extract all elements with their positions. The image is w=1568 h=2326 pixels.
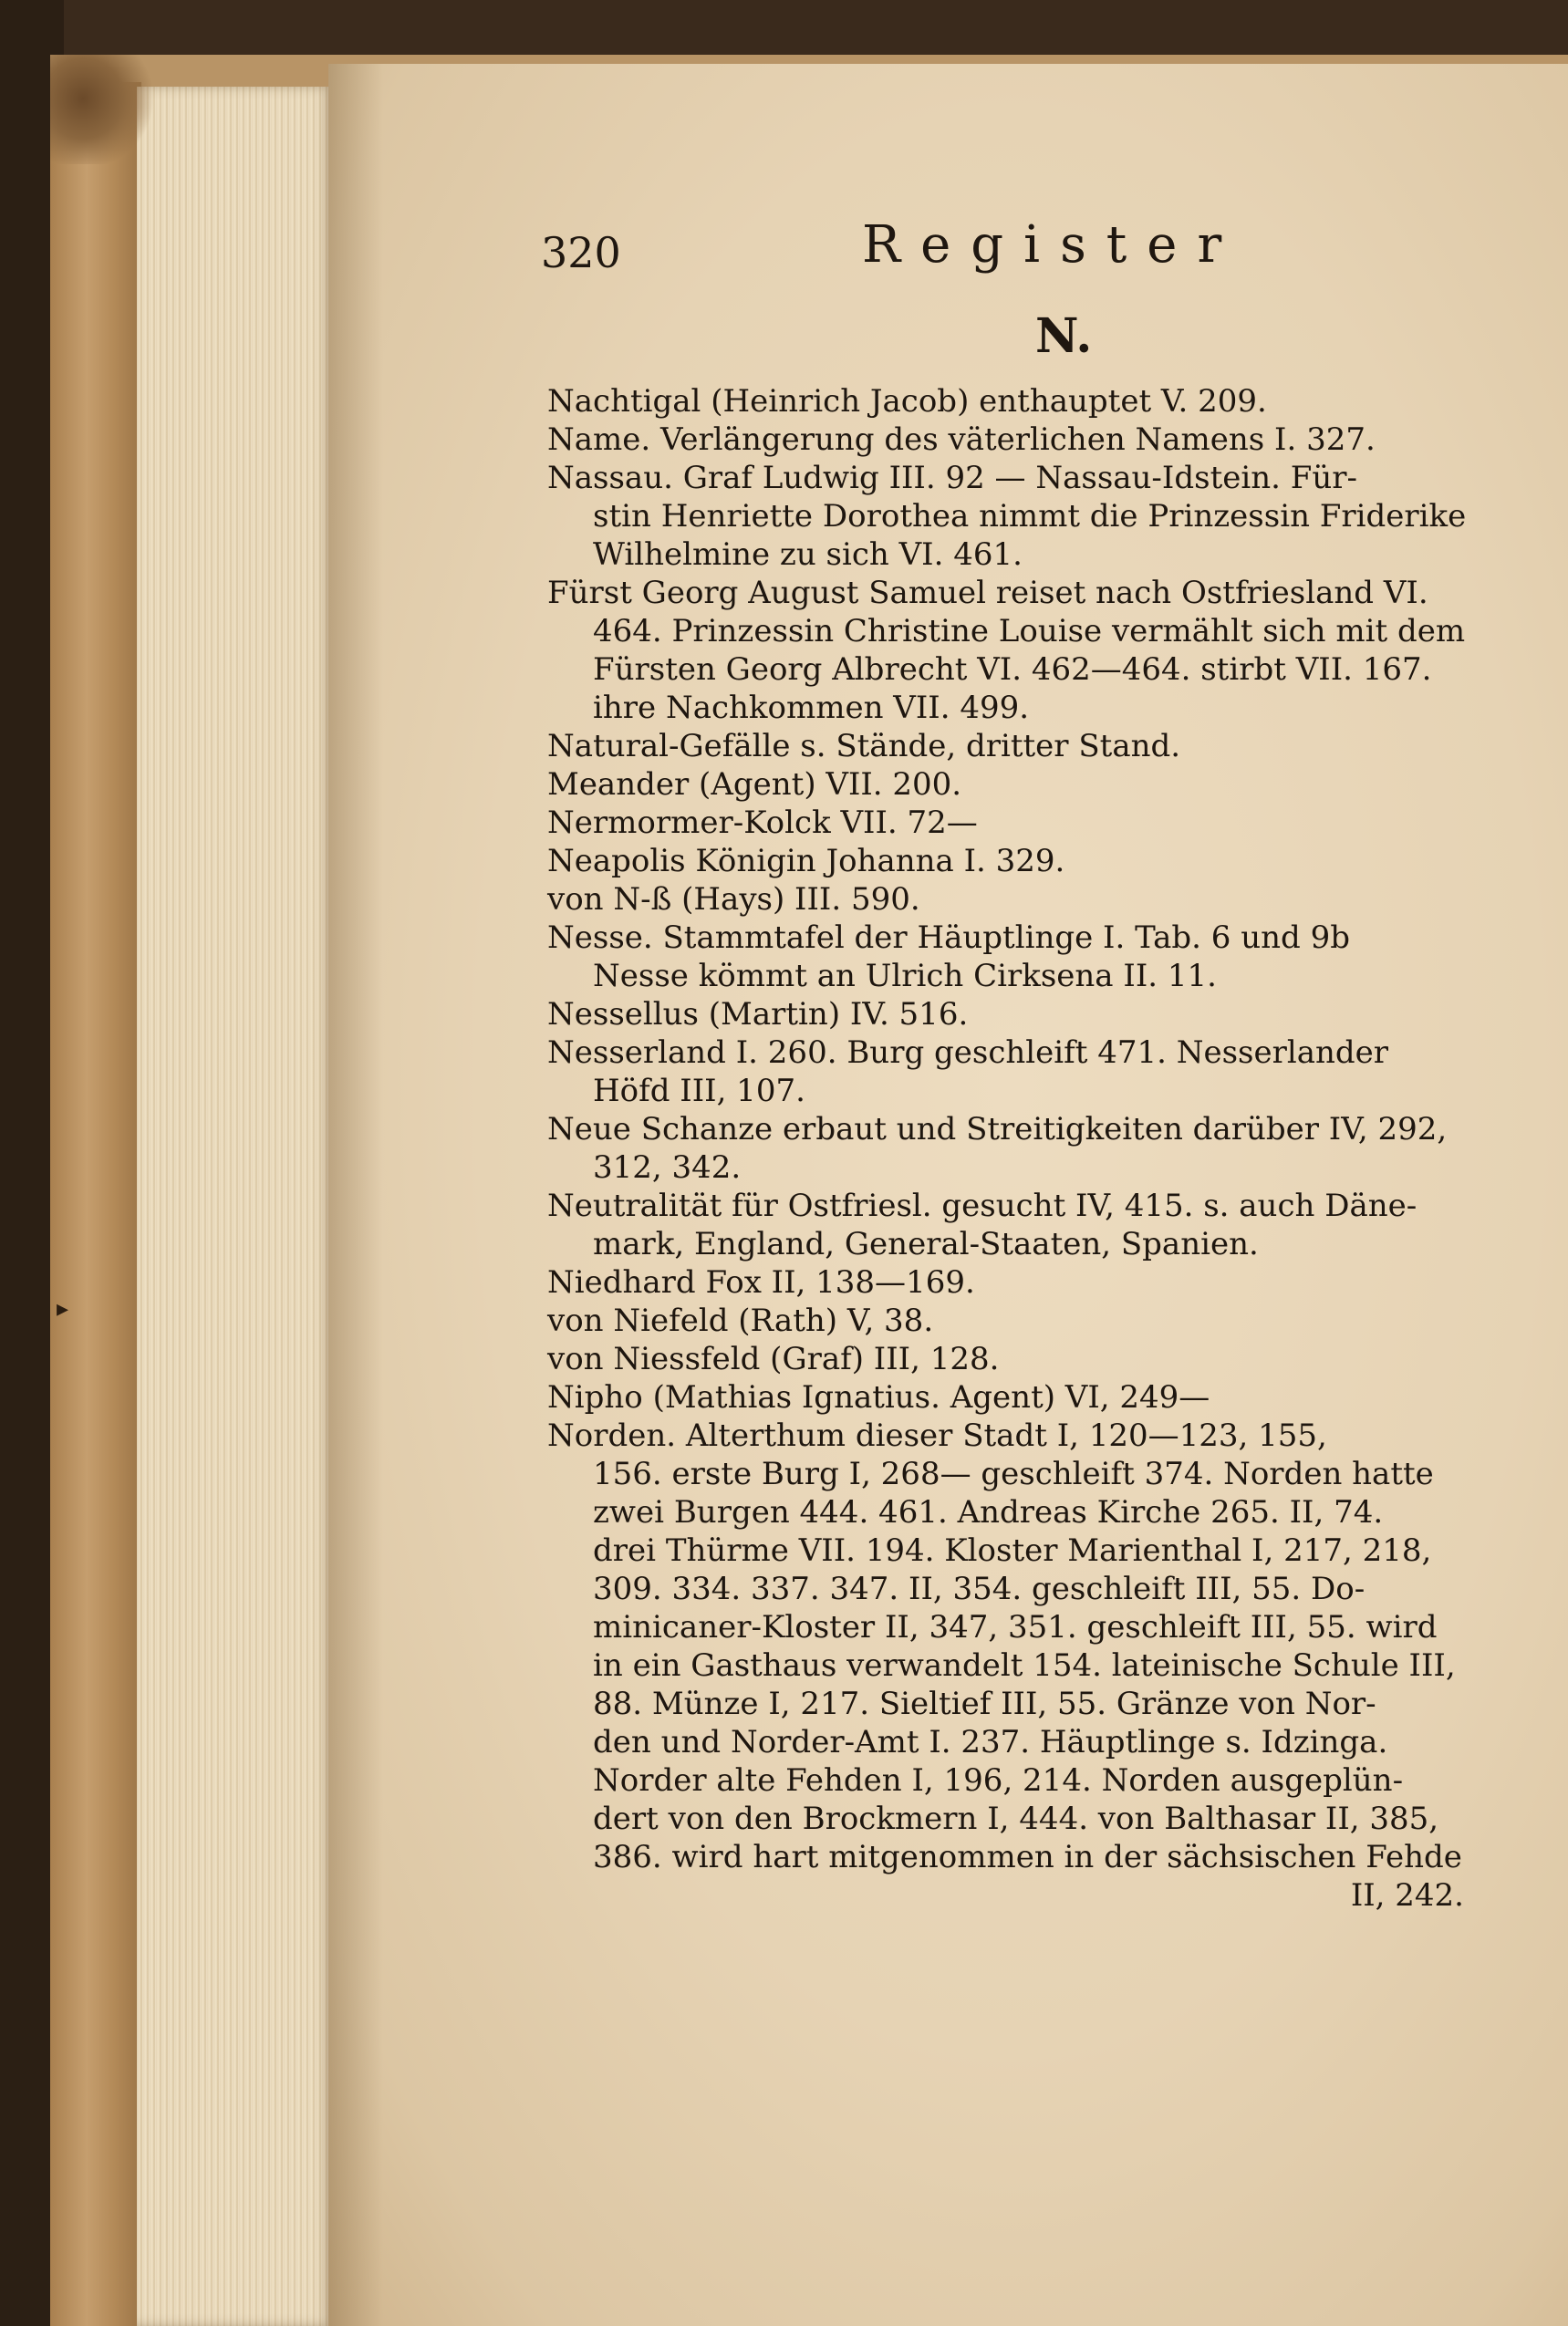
- entry-line: Name. Verlängerung des väterlichen Namens I. 327.: [547, 421, 1376, 458]
- entry-line: II, 242.: [1350, 1877, 1464, 1914]
- entry-line: ihre Nachkommen VII. 499.: [593, 690, 1030, 726]
- entry-line: mark, England, General-Staaten, Spanien.: [593, 1226, 1259, 1262]
- entry-line: Neue Schanze erbaut und Streitigkeiten darüber IV, 292,: [547, 1111, 1448, 1147]
- entry-line: Nachtigal (Heinrich Jacob) enthauptet V. 209.: [547, 383, 1267, 420]
- entry-line: Meander (Agent) VII. 200.: [547, 766, 962, 803]
- entry-line: den und Norder-Amt I. 237. Häuptlinge s. Idzinga.: [593, 1724, 1388, 1760]
- margin-mark-icon: ▸: [57, 1295, 69, 1323]
- entry-line: 309. 334. 337. 347. II, 354. geschleift III, 55. Do-: [593, 1571, 1366, 1607]
- entry-line: 88. Münze I, 217. Sieltief III, 55. Gränze von Nor-: [593, 1686, 1376, 1722]
- entry-line: Nipho (Mathias Ignatius. Agent) VI, 249—: [547, 1379, 1210, 1416]
- entry-line: Neapolis Königin Johanna I. 329.: [547, 843, 1065, 879]
- entry-line: Fürst Georg August Samuel reiset nach Ostfriesland VI.: [547, 575, 1428, 611]
- entry-line: Nesserland I. 260. Burg geschleift 471. Nesserlander: [547, 1034, 1389, 1071]
- page-number: 320: [541, 228, 621, 277]
- entry-line: Nesse. Stammtafel der Häuptlinge I. Tab. 6 und 9b: [547, 919, 1350, 956]
- entry-line: von N-ß (Hays) III. 590.: [547, 881, 920, 918]
- entry-line: minicaner-Kloster II, 347, 351. geschleift III, 55. wird: [593, 1609, 1438, 1646]
- entry-line: von Niefeld (Rath) V, 38.: [547, 1303, 934, 1339]
- entry-line: zwei Burgen 444. 461. Andreas Kirche 265. II, 74.: [593, 1494, 1384, 1531]
- entry-line: 464. Prinzessin Christine Louise vermählt sich mit dem: [593, 613, 1466, 649]
- entry-line: in ein Gasthaus verwandelt 154. lateinische Schule III,: [593, 1647, 1456, 1684]
- entry-line: 156. erste Burg I, 268— geschleift 374. Norden hatte: [593, 1456, 1434, 1492]
- entry-line: stin Henriette Dorothea nimmt die Prinzessin Friderike: [593, 498, 1467, 535]
- entry-line: Neutralität für Ostfriesl. gesucht IV, 415. s. auch Däne-: [547, 1188, 1417, 1224]
- page-edges: [137, 87, 333, 2326]
- entry-line: Niedhard Fox II, 138—169.: [547, 1264, 975, 1301]
- entry-line: Fürsten Georg Albrecht VI. 462—464. stirbt VII. 167.: [593, 651, 1432, 688]
- section-letter: N.: [1035, 308, 1093, 364]
- entry-line: Nassau. Graf Ludwig III. 92 — Nassau-Idstein. Für-: [547, 460, 1357, 496]
- entry-line: Nesse kömmt an Ulrich Cirksena II. 11.: [593, 958, 1217, 994]
- entry-line: 386. wird hart mitgenommen in der sächsischen Fehde: [593, 1839, 1462, 1875]
- running-title: Register: [862, 215, 1242, 275]
- entry-line: 312, 342.: [593, 1149, 742, 1186]
- entry-line: Nermormer-Kolck VII. 72—: [547, 805, 978, 841]
- entry-line: drei Thürme VII. 194. Kloster Marienthal I, 217, 218,: [593, 1532, 1432, 1569]
- book-spine: [50, 82, 141, 2326]
- entry-line: Norden. Alterthum dieser Stadt I, 120—123, 155,: [547, 1417, 1327, 1454]
- worn-corner: [50, 55, 160, 164]
- entry-line: dert von den Brockmern I, 444. von Balthasar II, 385,: [593, 1801, 1439, 1837]
- entry-line: von Niessfeld (Graf) III, 128.: [547, 1341, 1000, 1377]
- entry-line: Natural-Gefälle s. Stände, dritter Stand.: [547, 728, 1181, 764]
- entry-line: Nessellus (Martin) IV. 516.: [547, 996, 969, 1033]
- entry-line: Höfd III, 107.: [593, 1073, 805, 1109]
- entry-line: Norder alte Fehden I, 196, 214. Norden ausgeplün-: [593, 1762, 1404, 1799]
- gutter-shadow: [328, 64, 383, 2326]
- entry-line: Wilhelmine zu sich VI. 461.: [593, 536, 1023, 573]
